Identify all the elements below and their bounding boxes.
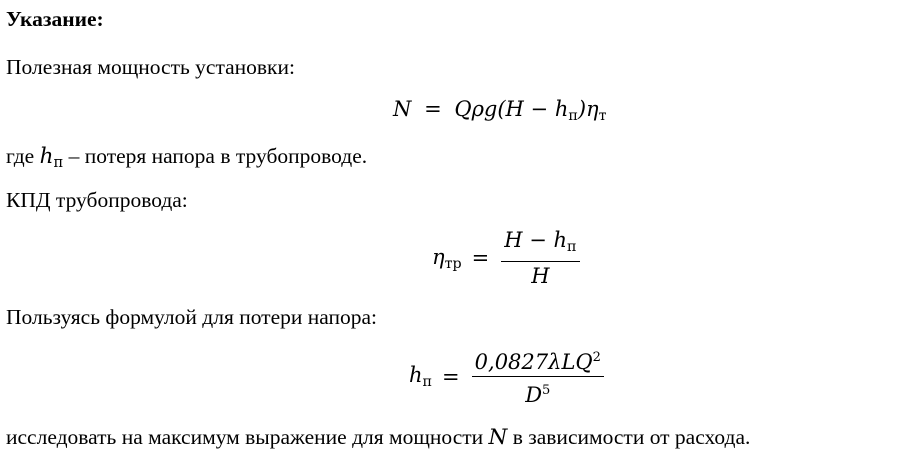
formula-efficiency-numerator [501, 226, 579, 261]
formula-efficiency-eta: η [432, 244, 445, 269]
formula-head-loss-lhs [409, 363, 432, 390]
formula-power-rhs-sub2: т [598, 107, 607, 124]
formula-head-loss-fraction [472, 344, 604, 409]
using-text: Пользуясь формулой для потери напора: [6, 305, 378, 329]
formula-head-loss-den-sup: 5 [542, 383, 551, 399]
final-suffix: в зависимости от расхода. [507, 425, 751, 449]
heading: Указание: [6, 7, 104, 31]
symbol-h-sub: п [53, 154, 64, 172]
efficiency-text: КПД трубопровода: [6, 188, 188, 212]
formula-head-loss-num-main: 0,0827λLQ [474, 350, 593, 375]
formula-power-rhs-sub: п [568, 107, 578, 124]
formula-power-eq: = [424, 97, 442, 121]
formula-efficiency-num-sub: п [567, 238, 577, 255]
where-text [6, 143, 367, 176]
where-suffix: – потеря напора в трубопроводе. [63, 144, 368, 168]
formula-head-loss-h: h [409, 363, 423, 388]
formula-power-lhs: N [393, 97, 412, 121]
final-prefix: исследовать на максимум выражение для мощности [6, 425, 489, 449]
final-symbol: N [488, 425, 508, 450]
formula-head-loss [409, 344, 604, 409]
formula-head-loss-den-main: D [525, 383, 543, 408]
intro-text: Полезная мощность установки: [6, 55, 295, 79]
formula-efficiency-fraction [501, 226, 579, 290]
formula-power [393, 94, 607, 131]
where-prefix: где [6, 144, 40, 168]
final-text [6, 424, 750, 451]
formula-power-rhs: Qρg(H − h [454, 97, 569, 121]
formula-head-loss-eq: = [442, 364, 460, 389]
symbol-h: h [39, 144, 54, 169]
formula-head-loss-denominator [522, 377, 553, 409]
formula-efficiency [432, 226, 580, 290]
formula-efficiency-denominator: H [531, 263, 550, 288]
formula-power-rhs-close: )η [577, 97, 599, 121]
formula-head-loss-lhs-sub: п [422, 374, 433, 391]
formula-head-loss-numerator [472, 344, 604, 376]
formula-efficiency-lhs-sub: тр [444, 255, 462, 272]
formula-head-loss-num-sup: 2 [592, 350, 601, 365]
formula-efficiency-num-main: H − h [504, 228, 568, 252]
formula-efficiency-eq: = [471, 245, 490, 270]
formula-efficiency-lhs [432, 245, 462, 272]
